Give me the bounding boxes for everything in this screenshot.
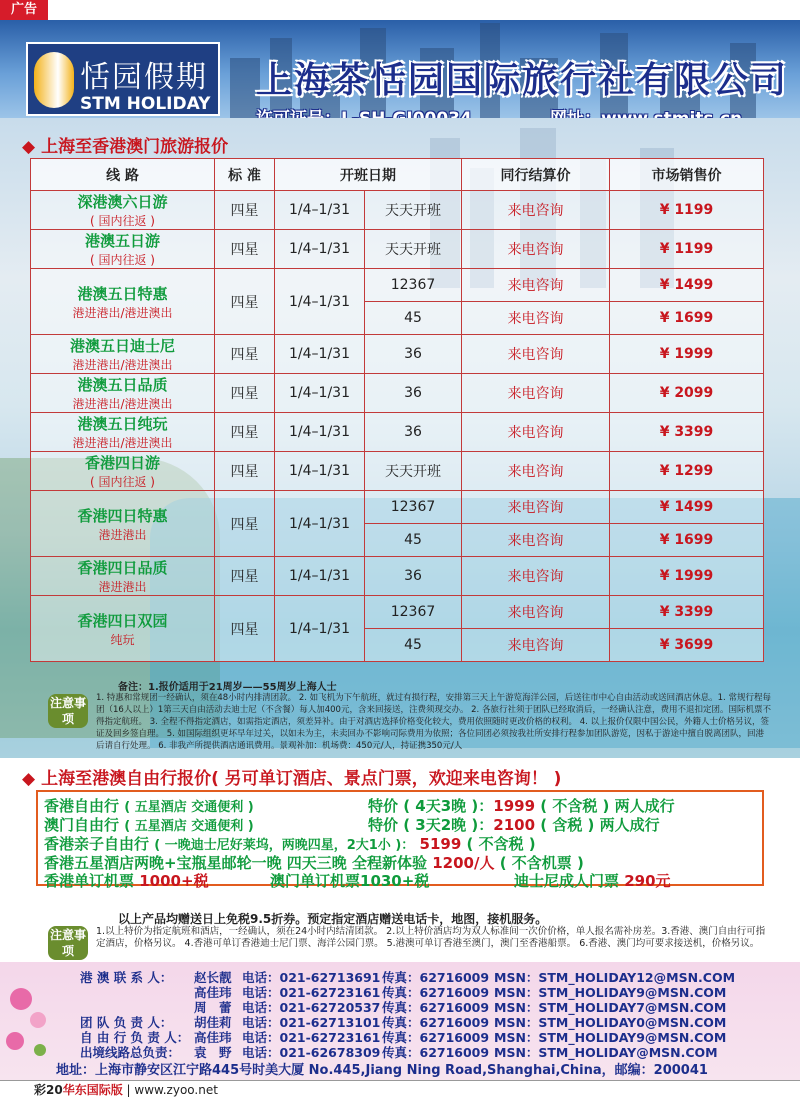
peer-price-cell: 来电咨询 (462, 413, 610, 452)
route-note: ( 国内往返 ) (90, 475, 155, 489)
peer-price-cell: 来电咨询 (462, 629, 610, 662)
route-note: 港进港出/港进澳出 (72, 305, 173, 320)
free-row-cruise: 香港五星酒店两晚+宝瓶星邮轮一晚 四天三晚 全程新体验 1200/人 ( 不含机票 ) (44, 854, 584, 872)
market-price-cell: ¥ 1699 (610, 524, 764, 557)
logo-en: STM HOLIDAY (80, 94, 211, 114)
market-price-cell: ¥ 1199 (610, 191, 764, 230)
table-row (31, 491, 764, 524)
route-name: 深港澳六日游 (77, 193, 168, 211)
contact-phone: 电话：021-62678309 (242, 1045, 381, 1060)
route-cell (31, 596, 215, 662)
contact-msn: MSN：STM_HOLIDAY12@MSN.COM (494, 970, 736, 985)
remark: 备注：1.报价适用于21周岁——55周岁上海人士 (118, 682, 337, 693)
section-free-travel-title: ◆ 上海至港澳自由行报价( 另可单订酒店、景点门票，欢迎来电咨询！ ) (22, 769, 562, 789)
route-note: ( 国内往返 ) (90, 214, 155, 228)
date-cell: 1/4–1/31 (275, 557, 365, 596)
market-price-cell: ¥ 3399 (610, 413, 764, 452)
departure-cell: 12367 (365, 491, 462, 524)
departure-cell: 36 (365, 557, 462, 596)
route-note: 港进港出 (98, 527, 147, 542)
peer-price-cell: 来电咨询 (462, 491, 610, 524)
contact-role: 出境线路总负责： (80, 1045, 181, 1060)
standard-cell: 四星 (215, 374, 275, 413)
contact-msn: MSN：STM_HOLIDAY7@MSN.COM (494, 1000, 727, 1015)
standard-cell: 四星 (215, 335, 275, 374)
peer-price-cell: 来电咨询 (462, 557, 610, 596)
date-cell: 1/4–1/31 (275, 230, 365, 269)
route-cell (31, 452, 215, 491)
contact-msn: MSN：STM_HOLIDAY9@MSN.COM (494, 1030, 727, 1045)
contact-fax: 传真：62716009 (382, 1045, 490, 1060)
route-cell (31, 557, 215, 596)
table-row (31, 413, 764, 452)
route-cell (31, 491, 215, 557)
route-name: 香港四日游 (84, 454, 160, 472)
table-row (31, 191, 764, 230)
logo-s-icon (34, 52, 74, 108)
table-header-row (31, 159, 764, 191)
peer-price-cell: 来电咨询 (462, 452, 610, 491)
route-note: 纯玩 (110, 632, 135, 647)
market-price-cell: ¥ 1699 (610, 302, 764, 335)
th-route: 线 路 (31, 159, 215, 191)
contact-fax: 传真：62716009 (382, 1030, 490, 1045)
standard-cell: 四星 (215, 557, 275, 596)
peer-price-cell: 来电咨询 (462, 269, 610, 302)
standard-cell: 四星 (215, 269, 275, 335)
contact-role: 港 澳 联 系 人： (80, 970, 173, 985)
route-note: 港进港出/港进澳出 (72, 436, 173, 450)
contact-phone: 电话：021-62713691 (242, 970, 381, 985)
standard-cell: 四星 (215, 191, 275, 230)
route-name: 香港四日特惠 (77, 506, 168, 525)
date-cell: 1/4–1/31 (275, 491, 365, 557)
company-name: 上海茶恬园国际旅行社有限公司 (256, 60, 789, 101)
standard-cell: 四星 (215, 413, 275, 452)
departure-cell: 天天开班 (365, 452, 462, 491)
free-row-family: 香港亲子自由行 ( 一晚迪士尼好莱坞，两晚四星，2大1小 )： 5199 ( 不含税 ) (44, 835, 536, 853)
contact-fax: 传真：62716009 (382, 1000, 490, 1015)
date-cell: 1/4–1/31 (275, 191, 365, 230)
departure-cell: 天天开班 (365, 191, 462, 230)
departure-cell: 36 (365, 413, 462, 452)
peer-price-cell: 来电咨询 (462, 191, 610, 230)
footer-site[interactable]: www.zyoo.net (134, 1083, 218, 1097)
page-number: 彩20 (34, 1083, 63, 1097)
route-cell (31, 335, 215, 374)
route-name: 港澳五日纯玩 (77, 415, 168, 433)
route-note: 港进港出 (98, 580, 147, 594)
contact-name: 赵长靓 (194, 970, 232, 985)
th-start-date: 开班日期 (275, 159, 462, 191)
contact-name: 袁 野 (194, 1045, 232, 1060)
departure-cell: 45 (365, 302, 462, 335)
departure-cell: 12367 (365, 269, 462, 302)
contact-msn: MSN：STM_HOLIDAY9@MSN.COM (494, 985, 727, 1000)
notice-badge-1: 注意事项 (49, 696, 86, 726)
route-note: ( 国内往返 ) (90, 253, 155, 267)
route-cell (31, 374, 215, 413)
contact-name: 周 蕾 (194, 1000, 232, 1015)
ad-tag: 广告 (0, 0, 48, 20)
route-cell (31, 413, 215, 452)
peer-price-cell: 来电咨询 (462, 335, 610, 374)
route-name: 港澳五日迪士尼 (69, 337, 175, 355)
market-price-cell: ¥ 3399 (610, 596, 764, 629)
departure-cell: 36 (365, 335, 462, 374)
free-row-hk: 香港自由行 ( 五星酒店 交通便利 ) 特价 ( 4天3晚 )：1999 ( 不含税 ) 两人成行 (44, 797, 675, 815)
market-price-cell: ¥ 1299 (610, 452, 764, 491)
market-price-cell: ¥ 2099 (610, 374, 764, 413)
route-name: 港澳五日游 (84, 232, 160, 250)
magazine-name: 华东国际版 (62, 1083, 123, 1097)
free-row-tickets: 香港单订机票 1000+税 澳门单订机票1030+税 迪士尼成人门票 290元 (44, 872, 671, 890)
route-cell (31, 191, 215, 230)
market-price-cell: ¥ 1999 (610, 335, 764, 374)
standard-cell: 四星 (215, 596, 275, 662)
date-cell: 1/4–1/31 (275, 452, 365, 491)
contact-fax: 传真：62716009 (382, 970, 490, 985)
route-cell (31, 269, 215, 335)
address: 地址：上海市静安区江宁路445号时美大厦 No.445,Jiang Ning Road,Shanghai,China，邮编：200041 (56, 1063, 708, 1078)
contact-phone: 电话：021-62723161 (242, 1030, 381, 1045)
date-cell: 1/4–1/31 (275, 413, 365, 452)
notice-badge-2: 注意事项 (49, 928, 86, 958)
departure-cell: 36 (365, 374, 462, 413)
table-row (31, 269, 764, 302)
contact-name: 胡佳莉 (194, 1015, 232, 1030)
promo-text: 以上产品均赠送日上免税9.5折券。预定指定酒店赠送电话卡，地图，接机服务。 (118, 912, 548, 926)
route-cell (31, 230, 215, 269)
th-market-price: 市场销售价 (610, 159, 764, 191)
departure-cell: 12367 (365, 596, 462, 629)
market-price-cell: ¥ 1499 (610, 491, 764, 524)
th-peer-price: 同行结算价 (462, 159, 610, 191)
peer-price-cell: 来电咨询 (462, 230, 610, 269)
tour-price-table (30, 158, 764, 662)
peer-price-cell: 来电咨询 (462, 302, 610, 335)
table-row (31, 374, 764, 413)
route-name: 香港四日双园 (77, 611, 168, 630)
header-banner (0, 20, 800, 118)
market-price-cell: ¥ 1499 (610, 269, 764, 302)
date-cell: 1/4–1/31 (275, 335, 365, 374)
route-name: 香港四日品质 (77, 559, 168, 577)
date-cell: 1/4–1/31 (275, 374, 365, 413)
contact-name: 高佳玮 (194, 1030, 232, 1045)
free-travel-price-box (36, 790, 764, 890)
market-price-cell: ¥ 3699 (610, 629, 764, 662)
route-name: 港澳五日特惠 (77, 284, 168, 303)
table-row (31, 596, 764, 629)
contact-name: 高佳玮 (194, 985, 232, 1000)
route-name: 港澳五日品质 (77, 376, 168, 394)
section-hk-macau-tours-title: ◆ 上海至香港澳门旅游报价 (22, 137, 229, 157)
diamond-icon: ◆ (22, 137, 36, 157)
departure-cell: 45 (365, 524, 462, 557)
route-note: 港进港出/港进澳出 (72, 358, 173, 372)
table-row (31, 335, 764, 374)
peer-price-cell: 来电咨询 (462, 596, 610, 629)
departure-cell: 45 (365, 629, 462, 662)
logo-cn: 恬园假期 (80, 60, 208, 95)
standard-cell: 四星 (215, 230, 275, 269)
table-row (31, 230, 764, 269)
standard-cell: 四星 (215, 491, 275, 557)
date-cell: 1/4–1/31 (275, 596, 365, 662)
stm-holiday-logo (26, 42, 220, 116)
peer-price-cell: 来电咨询 (462, 374, 610, 413)
market-price-cell: ¥ 1199 (610, 230, 764, 269)
notice-text-1: 1. 特惠和常规团一经确认，须在48小时内排清团款。 2. 如飞机为下午航班，就过有损行程，安排第三天上午游览海洋公园，后送往市中心自由活动或送回酒店休息。1. 常规行程每团（16人以上）1第三天自由活动去迪士尼（不含餐）每人加400元，含来回接送，注费须现交办。 2. 各旅行社须于团队已经取消后，一经确认注意，费用不退扣定团。国际机票不得指定航班。 3. 全程不得指定酒店，如需指定酒店，须差异补。由于对酒店选择价格变化较大，费用依照随时更改价格的权利。 4. 以上报价仅限中国公民，外籍人士价格另议，签证及回乡签自理。 5. 如国际组织更坏早年过关，以如未为主，未卖回办不影响司际费用为依照；各位同团必须按我社所安排行程参加团队游览，因私于游途中擅自脱离团队，回港后请自行处理。 6. 非我产所提供酒店通讯费用。景观补加：机场费：450元/人，持证携350元/人 (96, 693, 771, 751)
contact-phone: 电话：021-62723161 (242, 985, 381, 1000)
market-price-cell: ¥ 1999 (610, 557, 764, 596)
contact-phone: 电话：021-62713101 (242, 1015, 381, 1030)
peer-price-cell: 来电咨询 (462, 524, 610, 557)
diamond-icon: ◆ (22, 769, 36, 789)
contact-phone: 电话：021-62720537 (242, 1000, 381, 1015)
contact-msn: MSN：STM_HOLIDAY@MSN.COM (494, 1045, 718, 1060)
free-row-macau: 澳门自由行 ( 五星酒店 交通便利 ) 特价 ( 3天2晚 )：2100 ( 含税 ) 两人成行 (44, 816, 660, 834)
contact-role: 自 由 行 负 责 人： (80, 1030, 190, 1045)
departure-cell: 天天开班 (365, 230, 462, 269)
contact-fax: 传真：62716009 (382, 985, 490, 1000)
notice-text-2: 1.以上特价为指定航班和酒店，一经确认，须在24小时内结清团款。 2.以上特价酒店均为双人标准间一次价价格，单人报名需补房差。3.香港、澳门自由行可指定酒店，价格另议。 4.香港可单订香港迪士尼门票、海洋公园门票。 5.港澳可单订香港至澳门，澳门至香港船票。 6.香港、澳门均可要求接送机，价格另议。 (96, 926, 766, 949)
standard-cell: 四星 (215, 452, 275, 491)
route-note: 港进港出/港进澳出 (72, 397, 173, 411)
th-standard: 标 准 (215, 159, 275, 191)
contact-fax: 传真：62716009 (382, 1015, 490, 1030)
contact-msn: MSN：STM_HOLIDAY0@MSN.COM (494, 1015, 727, 1030)
table-row (31, 452, 764, 491)
table-row (31, 557, 764, 596)
date-cell: 1/4–1/31 (275, 269, 365, 335)
contact-role: 团 队 负 责 人： (80, 1015, 173, 1030)
page-footer: 彩20华东国际版 | www.zyoo.net (0, 1080, 800, 1100)
